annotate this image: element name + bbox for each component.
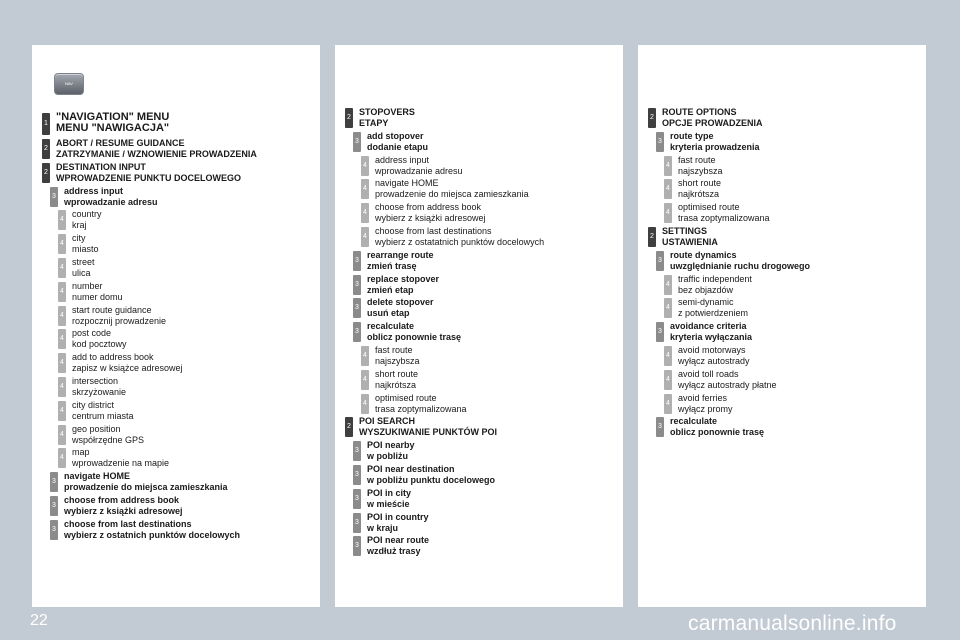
menu-item-text [367, 488, 411, 510]
label-english: rearrange route [367, 249, 434, 260]
menu-item-text [72, 281, 123, 303]
level-badge: 1 [42, 113, 50, 135]
label-english: choose from address book [375, 202, 482, 213]
menu-item-text [678, 274, 752, 296]
menu-item-text [367, 131, 428, 153]
label-english: avoid ferries [678, 392, 728, 403]
label-polish: współrzędne GPS [72, 434, 145, 445]
level-badge: 3 [50, 520, 58, 540]
level-badge: 4 [58, 401, 66, 421]
label-english: POI near route [367, 535, 430, 546]
label-polish: miasto [72, 244, 99, 255]
label-english: semi-dynamic [678, 297, 734, 308]
level-badge: 3 [353, 465, 361, 485]
label-english: POI SEARCH [359, 416, 416, 427]
label-polish: zmień trasę [367, 260, 417, 271]
label-english: choose from last destinations [64, 518, 192, 529]
level-badge: 4 [361, 346, 369, 366]
label-english: short route [678, 178, 722, 189]
level-badge: 2 [42, 163, 50, 183]
label-english: DESTINATION INPUT [56, 161, 146, 172]
label-polish: wprowadzenie na mapie [72, 458, 170, 469]
level-badge: 2 [648, 108, 656, 128]
label-english: navigate HOME [64, 471, 131, 482]
menu-item-text [375, 178, 529, 200]
label-english: delete stopover [367, 297, 434, 308]
level-badge: 2 [345, 417, 353, 437]
level-badge: 4 [664, 346, 672, 366]
label-polish: w pobliżu [367, 451, 408, 462]
level-badge: 4 [361, 227, 369, 247]
menu-item-text [670, 321, 752, 343]
label-english: POI near destination [367, 464, 455, 474]
level-badge: 3 [50, 187, 58, 207]
label-english: ROUTE OPTIONS [662, 107, 737, 117]
label-polish: kraj [72, 220, 87, 231]
label-polish: najszybsza [375, 356, 420, 366]
label-english: POI nearby [367, 440, 415, 451]
menu-item-text [367, 321, 461, 343]
menu-item-text [367, 274, 439, 296]
menu-item-text [72, 233, 99, 255]
level-badge: 4 [58, 377, 66, 397]
label-english: avoidance criteria [670, 321, 747, 332]
label-english: avoid toll roads [678, 368, 739, 379]
label-english: address input [64, 185, 124, 196]
label-polish: wybierz z ostatnich punktów docelowych [64, 529, 241, 540]
label-english: country [72, 209, 102, 220]
level-badge: 4 [664, 275, 672, 295]
level-badge: 4 [664, 203, 672, 223]
label-polish: rozpocznij prowadzenie [72, 315, 167, 326]
label-english: address input [375, 154, 430, 165]
menu-item-text [670, 131, 760, 153]
level-badge: 3 [353, 536, 361, 556]
label-polish: wyłącz promy [678, 403, 733, 414]
label-english: navigate HOME [375, 178, 439, 189]
menu-item-text [678, 178, 721, 200]
level-badge: 3 [353, 489, 361, 509]
menu-item-text [72, 328, 127, 350]
label-polish: kryteria wyłączania [670, 332, 753, 343]
level-badge: 3 [353, 251, 361, 271]
label-english: fast route [375, 345, 413, 355]
label-polish: zapisz w książce adresowej [72, 363, 183, 374]
label-polish: zmień etap [367, 284, 414, 295]
label-english: STOPOVERS [359, 107, 415, 117]
level-badge: 3 [50, 472, 58, 492]
menu-item-text [72, 352, 183, 374]
label-english: add stopover [367, 130, 424, 141]
label-polish: numer domu [72, 291, 123, 302]
level-badge: 4 [361, 203, 369, 223]
menu-item-text [678, 345, 750, 367]
label-polish: usuń etap [367, 308, 410, 319]
label-english: short route [375, 368, 419, 379]
label-english: intersection [72, 376, 119, 386]
menu-item-text [375, 226, 544, 248]
label-english: traffic independent [678, 273, 752, 284]
label-english: recalculate [367, 321, 415, 332]
watermark: carmanualsonline.info [688, 612, 897, 635]
label-polish: OPCJE PROWADZENIA [662, 118, 763, 128]
label-english: add to address book [72, 352, 154, 363]
label-polish: ulica [72, 268, 91, 278]
level-badge: 4 [58, 234, 66, 254]
menu-item-text [662, 107, 763, 129]
menu-tree-column-2 [335, 45, 623, 607]
nav-button-icon: NAV [54, 73, 84, 95]
page-number: 22 [30, 612, 48, 629]
label-polish: prowadzenie do miejsca zamieszkania [64, 482, 228, 493]
label-polish: najkrótsza [375, 379, 417, 390]
label-english: geo position [72, 423, 121, 434]
level-badge: 3 [353, 441, 361, 461]
menu-item-text [56, 162, 241, 184]
label-polish: w mieście [367, 498, 410, 509]
label-polish: oblicz ponownie trasę [670, 427, 765, 438]
menu-item-text [72, 424, 144, 446]
menu-item-text [678, 393, 733, 415]
level-badge: 4 [58, 258, 66, 278]
level-badge: 4 [664, 156, 672, 176]
label-polish: wprowadzanie adresu [375, 165, 463, 176]
level-badge: 3 [353, 132, 361, 152]
label-english: POI in city [367, 487, 412, 498]
label-polish: wybierz z książki adresowej [375, 213, 486, 224]
level-badge: 3 [656, 417, 664, 437]
level-badge: 3 [353, 513, 361, 533]
menu-item-text [72, 447, 169, 469]
menu-item-text [375, 202, 486, 224]
menu-item-text [72, 305, 166, 327]
level-badge: 4 [58, 306, 66, 326]
level-badge: 4 [58, 425, 66, 445]
menu-item-text [359, 107, 415, 129]
level-badge: 4 [664, 394, 672, 414]
level-badge: 4 [361, 394, 369, 414]
label-polish: kryteria prowadzenia [670, 141, 760, 152]
label-english: route dynamics [670, 249, 737, 260]
menu-item-text [662, 226, 718, 248]
label-english: "NAVIGATION" MENU [56, 111, 170, 123]
label-english: map [72, 447, 90, 458]
level-badge: 2 [345, 108, 353, 128]
label-english: fast route [678, 154, 716, 165]
label-english: optimised route [678, 202, 740, 213]
level-badge: 3 [656, 322, 664, 342]
menu-item-text [367, 440, 415, 462]
level-badge: 3 [656, 132, 664, 152]
label-english: city district [72, 399, 115, 410]
label-polish: prowadzenie do miejsca zamieszkania [375, 189, 529, 200]
label-polish: ETAPY [359, 118, 389, 128]
menu-item-text [375, 369, 418, 391]
menu-item-text [64, 471, 228, 493]
menu-item-text [678, 369, 777, 391]
menu-item-text [72, 376, 126, 398]
menu-item-text [678, 297, 748, 319]
menu-item-text [375, 393, 467, 415]
label-polish: centrum miasta [72, 410, 134, 421]
level-badge: 4 [361, 156, 369, 176]
label-english: start route guidance [72, 304, 152, 315]
menu-item-text [64, 186, 158, 208]
menu-item-text [375, 155, 463, 177]
label-english: replace stopover [367, 273, 440, 284]
label-english: avoid motorways [678, 345, 746, 355]
level-badge: 4 [58, 282, 66, 302]
level-badge: 3 [656, 251, 664, 271]
menu-item-text [678, 202, 770, 224]
level-badge: 2 [42, 139, 50, 159]
level-badge: 4 [664, 370, 672, 390]
menu-item-text [670, 250, 810, 272]
panel-navigation-menu [32, 45, 320, 607]
menu-item-text [72, 209, 102, 231]
level-badge: 4 [58, 448, 66, 468]
label-polish: trasa zoptymalizowana [375, 403, 467, 414]
menu-item-text [367, 512, 429, 534]
menu-item-text [64, 495, 183, 517]
label-polish: ZATRZYMANIE / WZNOWIENIE PROWADZENIA [56, 149, 257, 159]
menu-tree-column-3 [638, 45, 926, 607]
label-polish: kod pocztowy [72, 339, 127, 350]
level-badge: 4 [58, 353, 66, 373]
label-english: choose from address book [64, 495, 180, 505]
label-english: optimised route [375, 392, 437, 403]
label-polish: dodanie etapu [367, 141, 429, 152]
level-badge: 4 [361, 179, 369, 199]
menu-item-text [359, 416, 497, 438]
level-badge: 4 [58, 329, 66, 349]
label-english: post code [72, 328, 112, 339]
label-polish: wprowadzanie adresu [64, 196, 158, 207]
label-polish: najszybsza [678, 165, 723, 176]
menu-item-text [367, 297, 434, 319]
menu-item-text [56, 138, 257, 160]
label-polish: wybierz z ostatatnich punktów docelowych [375, 237, 545, 247]
label-polish: wybierz z książki adresowej [64, 506, 183, 516]
label-english: city [72, 233, 86, 244]
level-badge: 3 [353, 275, 361, 295]
menu-item-text [375, 345, 420, 367]
label-polish: USTAWIENIA [662, 237, 718, 247]
label-polish: oblicz ponownie trasę [367, 332, 462, 343]
label-polish: WYSZUKIWANIE PUNKTÓW POI [359, 427, 497, 438]
label-english: ABORT / RESUME GUIDANCE [56, 138, 185, 148]
label-polish: wyłącz autostrady płatne [678, 379, 777, 390]
level-badge: 4 [361, 370, 369, 390]
menu-item-text [72, 257, 95, 279]
level-badge: 3 [50, 496, 58, 516]
menu-item-text [678, 155, 723, 177]
label-polish: z potwierdzeniem [678, 308, 749, 319]
label-english: POI in country [367, 511, 429, 522]
panel-stopovers-poi [335, 45, 623, 607]
menu-item-text [367, 464, 495, 486]
label-polish: w pobliżu punktu docelowego [367, 475, 495, 485]
menu-item-text [72, 400, 134, 422]
menu-item-text [64, 519, 240, 541]
label-polish: bez objazdów [678, 284, 734, 295]
label-english: choose from last destinations [375, 226, 492, 236]
label-polish: w kraju [367, 522, 399, 533]
level-badge: 4 [664, 298, 672, 318]
label-polish: trasa zoptymalizowana [678, 213, 770, 224]
menu-item-text [367, 250, 434, 272]
label-english: SETTINGS [662, 226, 708, 236]
level-badge: 3 [353, 322, 361, 342]
label-english: number [72, 280, 103, 291]
label-polish: WPROWADZENIE PUNKTU DOCELOWEGO [56, 172, 241, 183]
level-badge: 2 [648, 227, 656, 247]
label-polish: MENU "NAWIGACJA" [56, 122, 170, 134]
panel-route-options-settings [638, 45, 926, 607]
menu-tree-column-1 [32, 45, 320, 607]
label-english: route type [670, 130, 714, 141]
label-english: street [72, 257, 95, 267]
label-polish: wzdłuż trasy [367, 546, 421, 557]
level-badge: 4 [664, 179, 672, 199]
menu-item-text [670, 416, 764, 438]
menu-item-text [367, 535, 429, 557]
menu-item-text [56, 112, 169, 134]
label-polish: najkrótsza [678, 189, 720, 200]
label-polish: wyłącz autostrady [678, 356, 750, 366]
label-polish: uwzględnianie ruchu drogowego [670, 260, 811, 271]
level-badge: 3 [353, 298, 361, 318]
label-polish: skrzyżowanie [72, 387, 127, 397]
label-english: recalculate [670, 416, 718, 427]
level-badge: 4 [58, 210, 66, 230]
